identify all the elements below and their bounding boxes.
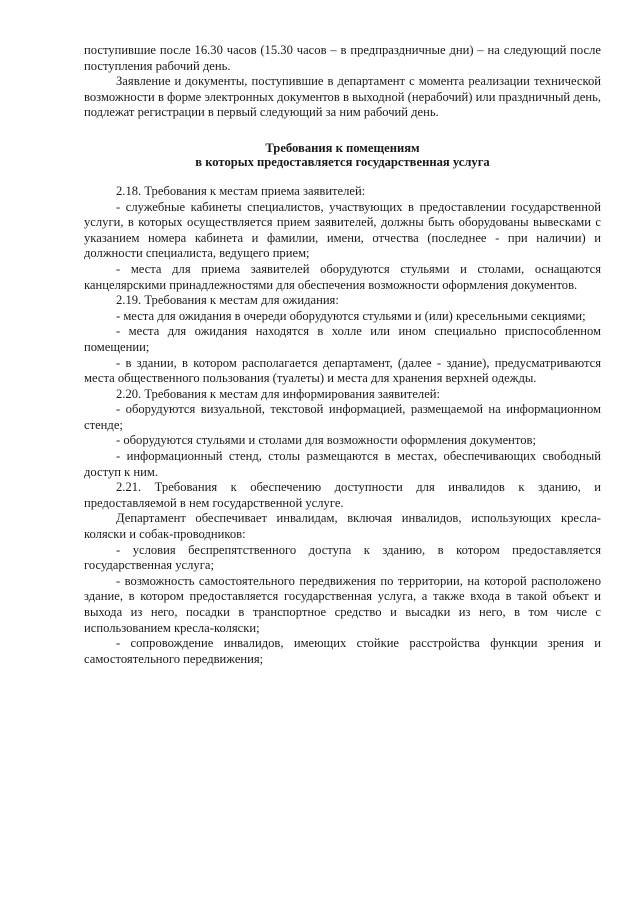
section-2-19-item-3: - в здании, в котором располагается департамент, (далее - здание), предусматриваются места общественного пользования (туалеты) и места для хранения верхней одежды. [84,355,601,386]
section-2-18-item-2: - места для приема заявителей оборудуются стульями и столами, оснащаются канцелярскими принадлежностями для обеспечения возможности оформления документов. [84,261,601,292]
section-2-18-title: 2.18. Требования к местам приема заявителей: [116,183,366,198]
section-2-19-title: 2.19. Требования к местам для ожидания: [116,293,339,308]
section-2-21-item-4: - сопровождение инвалидов, имеющих стойкие расстройства функции зрения и самостоятельного передвижения; [84,636,601,666]
section-2-21-item-3: - возможность самостоятельного передвижения по территории, на которой расположено здание, в котором предоставляется государственная услуга, а также входа в такой объект и выхода из него, посадки в транспортное средство и высадки из него, в том числе с использованием кресла-коляски; [84,573,601,635]
section-2-20-title: 2.20. Требования к местам для информирования заявителей: [116,386,441,401]
section-2-19-item-1: - места для ожидания в очереди оборудуются стульями и (или) кресельными секциями; [116,308,586,323]
section-2-20-item-1: - оборудуются визуальной, текстовой информацией, размещаемой на информационном стенде; [84,402,601,432]
section-2-18-item-1: - служебные кабинеты специалистов, участвующих в предоставлении государственной услуги, в которых осуществляется прием заявителей, должны быть оборудованы вывесками с указанием номера кабинета и фамилии, имени, отчества (последнее - при наличии) и должности специалиста, ведущего прием; [84,199,601,261]
section-heading [84,141,601,170]
section-2-19-item-2: - места для ожидания находятся в холле или ином специально приспособленном помещении; [84,324,601,354]
section-2-21-item-2: - условия беспрепятственного доступа к зданию, в котором предоставляется государственная услуга; [84,542,601,573]
section-heading-line-1: Требования к помещениям [265,140,420,155]
intro-paragraph-electronic: Заявление и документы, поступившие в департамент с момента реализации технической возможности в форме электронных документов в выходной (нерабочий) или праздничный день, подлежат регистрации в первый следующий за ним рабочий день. [84,74,601,120]
section-heading-line-2: в которых предоставляется государственная услуга [195,155,490,170]
intro-paragraph-continued: поступившие после 16.30 часов (15.30 часов – в предпраздничные дни) – на следующий после поступления рабочий день. [84,43,601,73]
section-2-21-title: 2.21. Требования к обеспечению доступности для инвалидов к зданию, и предоставляемой в нем государственной услуге. [84,480,601,510]
section-2-20-item-2: - оборудуются стульями и столами для возможности оформления документов; [116,433,536,448]
section-2-20-item-3: - информационный стенд, столы размещаются в местах, обеспечивающих свободный доступ к ним. [84,449,601,479]
section-2-21-item-1: Департамент обеспечивает инвалидам, включая инвалидов, использующих кресла-коляски и собак-проводников: [84,511,601,542]
